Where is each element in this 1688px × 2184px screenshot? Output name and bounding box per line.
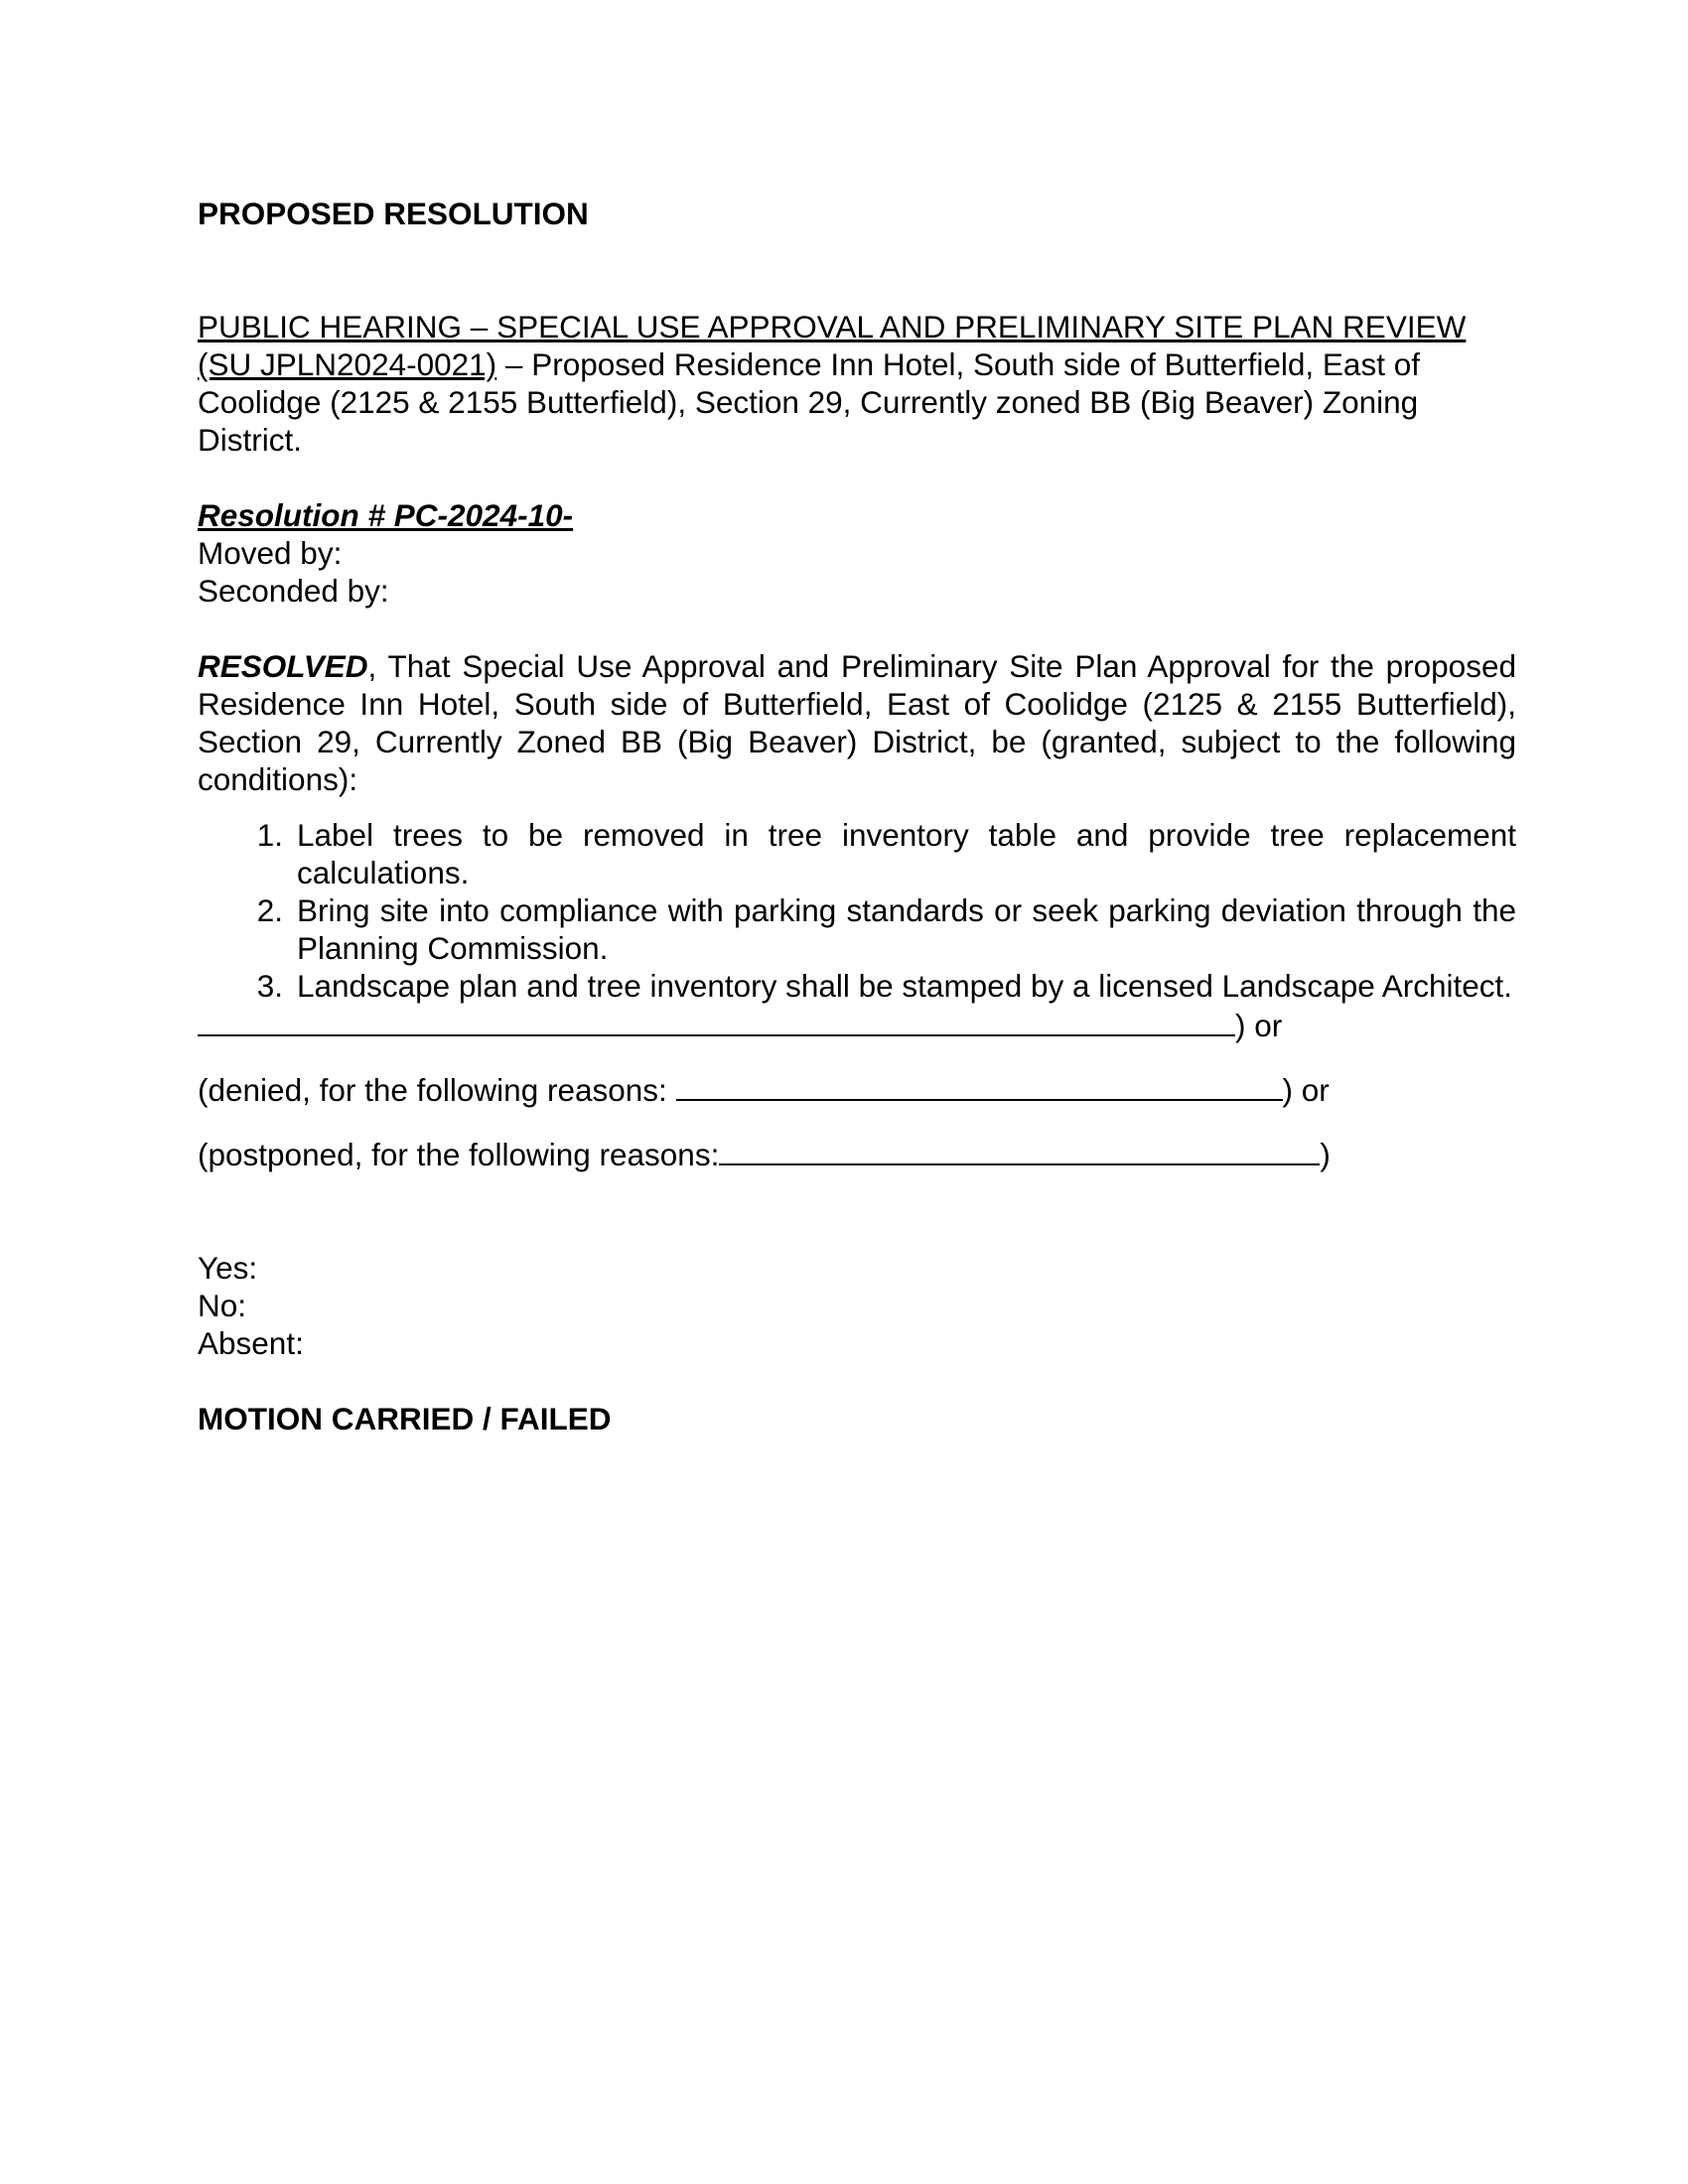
seconded-by-label: Seconded by: bbox=[198, 573, 389, 609]
denied-blank[interactable] bbox=[676, 1069, 1283, 1101]
list-item bbox=[198, 816, 1516, 891]
vote-block bbox=[198, 1249, 1516, 1362]
conditions-list bbox=[198, 816, 1516, 1005]
vote-absent-label: Absent: bbox=[198, 1325, 304, 1361]
motion-result: MOTION CARRIED / FAILED bbox=[198, 1401, 612, 1436]
granted-blank[interactable] bbox=[198, 1005, 1235, 1036]
condition-text: Label trees to be removed in tree inventory table and provide tree replacement calculations. bbox=[297, 817, 1516, 890]
page-title: PROPOSED RESOLUTION bbox=[198, 196, 589, 231]
resolved-paragraph bbox=[198, 647, 1516, 798]
hearing-heading: PUBLIC HEARING – SPECIAL USE APPROVAL AND PRELIMINARY SITE PLAN REVIEW (SU JPLN2024-0021) bbox=[198, 309, 1467, 382]
condition-number: 2. bbox=[256, 892, 283, 928]
denied-line bbox=[198, 1069, 1516, 1109]
vote-no-label: No: bbox=[198, 1288, 247, 1323]
hearing-description: – Proposed Residence Inn Hotel, South side of Butterfield, East of Coolidge (2125 & 2155 Butterfield), Section 29, Currently zoned BB (Big Beaver) Zoning District. bbox=[198, 346, 1420, 458]
hearing-paragraph bbox=[198, 308, 1516, 459]
granted-suffix: ) or bbox=[1235, 1008, 1283, 1043]
denied-prefix: (denied, for the following reasons: bbox=[198, 1072, 676, 1108]
list-item bbox=[198, 967, 1516, 1005]
condition-text: Landscape plan and tree inventory shall be stamped by a licensed Landscape Architect. bbox=[297, 968, 1513, 1004]
condition-number: 3. bbox=[256, 968, 283, 1004]
resolved-text: , That Special Use Approval and Preliminary Site Plan Approval for the proposed Residence Inn Hotel, South side of Butterfield, East of Coolidge (2125 & 2155 Butterfield), Section 29, Currently Zoned BB (Big Beaver) District, be (granted, subject to the following conditions): bbox=[198, 648, 1516, 797]
postponed-prefix: (postponed, for the following reasons: bbox=[198, 1137, 720, 1172]
granted-line bbox=[198, 1005, 1516, 1044]
resolution-number: Resolution # PC-2024-10- bbox=[198, 497, 574, 533]
list-item bbox=[198, 891, 1516, 967]
postponed-line bbox=[198, 1134, 1516, 1173]
postponed-blank[interactable] bbox=[719, 1134, 1320, 1165]
vote-yes-label: Yes: bbox=[198, 1250, 258, 1286]
resolved-lead: RESOLVED bbox=[198, 648, 368, 684]
denied-suffix: ) or bbox=[1282, 1072, 1330, 1108]
document-page bbox=[198, 195, 1516, 1437]
postponed-suffix: ) bbox=[1320, 1137, 1331, 1172]
condition-text: Bring site into compliance with parking standards or seek parking deviation through the Planning Commission. bbox=[297, 892, 1516, 966]
condition-number: 1. bbox=[256, 817, 283, 853]
moved-by-label: Moved by: bbox=[198, 535, 343, 571]
